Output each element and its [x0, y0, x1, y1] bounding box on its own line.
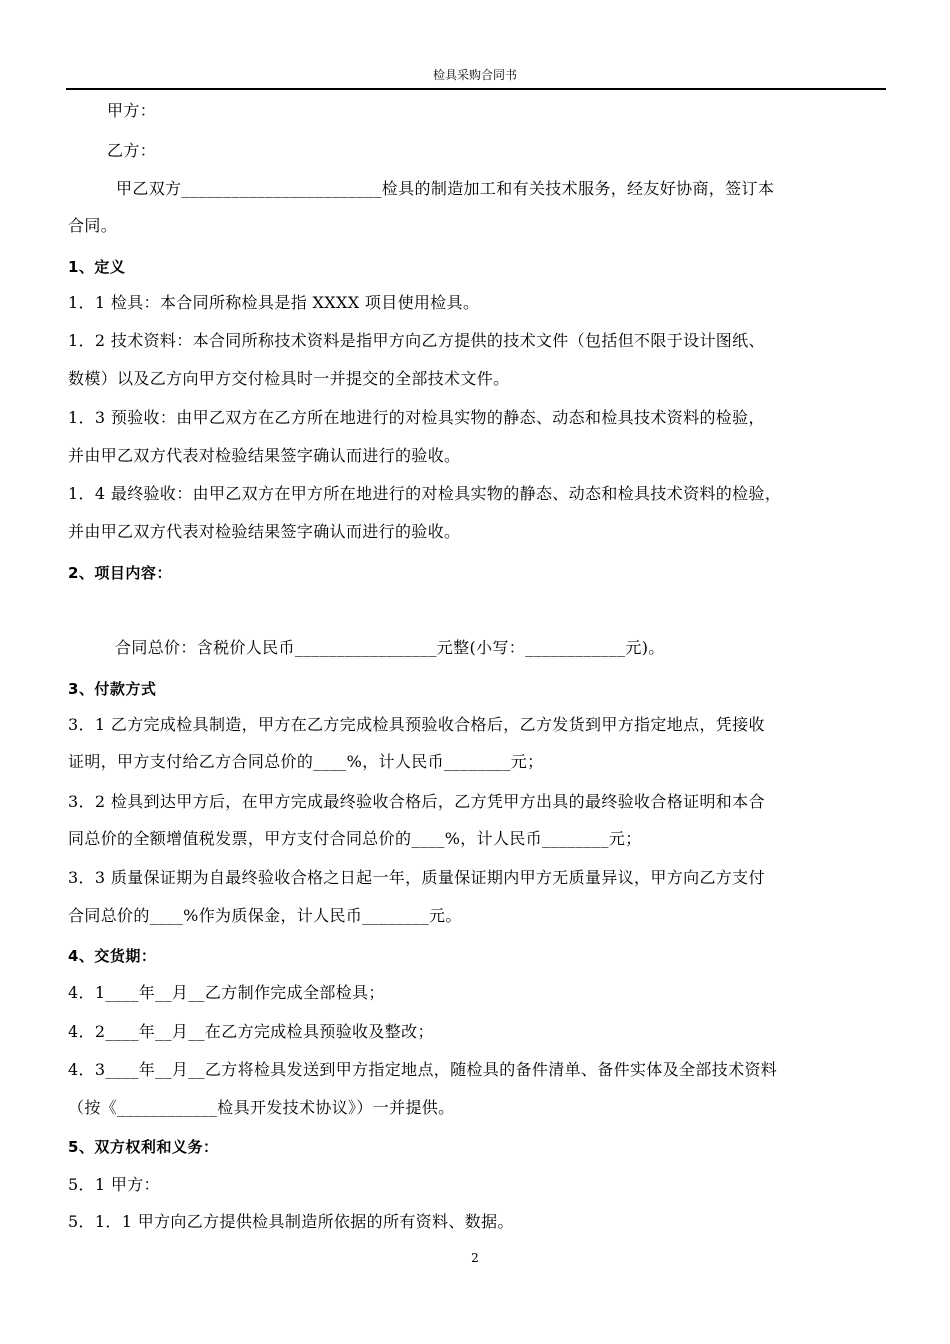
clause-1-4-line-1: 1．4 最终验收：由甲乙双方在甲方所在地进行的对检具实物的静态、动态和检具技术资料的检验，	[68, 484, 782, 503]
clause-1-3-line-2: 并由甲乙双方代表对检验结果签字确认而进行的验收。	[68, 446, 461, 465]
section-heading-payment: 3、付款方式	[68, 680, 157, 698]
clause-4-3-line-1: 4．3____年__月__乙方将检具发送到甲方指定地点，随检具的备件清单、备件实体及全部技术资料	[68, 1060, 778, 1079]
clause-1-4-line-2: 并由甲乙双方代表对检验结果签字确认而进行的验收。	[68, 522, 461, 541]
contract-total-price-line: 合同总价：含税价人民币_________________元整(小写：____________元)。	[115, 638, 665, 657]
clause-3-2-line-1: 3．2 检具到达甲方后，在甲方完成最终验收合格后，乙方凭甲方出具的最终验收合格证明和本合	[68, 792, 765, 811]
clause-3-1-line-2: 证明，甲方支付给乙方合同总价的____%，计人民币________元；	[68, 752, 544, 771]
document-header-title: 检具采购合同书	[432, 68, 517, 82]
clause-5-1: 5．1 甲方：	[68, 1175, 160, 1194]
clause-4-2: 4．2____年__月__在乙方完成检具预验收及整改；	[68, 1022, 434, 1041]
section-heading-delivery: 4、交货期：	[68, 947, 157, 965]
clause-3-3-line-1: 3．3 质量保证期为自最终验收合格之日起一年，质量保证期内甲方无质量异议，甲方向乙方支付	[68, 868, 765, 887]
section-heading-definitions: 1、定义	[68, 258, 126, 276]
clause-1-2-line-2: 数模）以及乙方向甲方交付检具时一并提交的全部技术文件。	[68, 369, 510, 388]
clause-1-2-line-1: 1．2 技术资料：本合同所称技术资料是指甲方向乙方提供的技术文件（包括但不限于设计图纸、	[68, 331, 765, 350]
clause-3-1-line-1: 3．1 乙方完成检具制造，甲方在乙方完成检具预验收合格后，乙方发货到甲方指定地点，凭接收	[68, 715, 765, 734]
header-divider	[66, 88, 886, 90]
section-heading-project-content: 2、项目内容：	[68, 564, 172, 582]
clause-5-1-1: 5．1．1 甲方向乙方提供检具制造所依据的所有资料、数据。	[68, 1212, 514, 1231]
preamble-line-2: 合同。	[68, 216, 118, 235]
clause-3-2-line-2: 同总价的全额增值税发票，甲方支付合同总价的____%，计人民币________元；	[68, 829, 642, 848]
party-b-line: 乙方：	[107, 141, 157, 160]
section-heading-rights-obligations: 5、双方权利和义务：	[68, 1138, 219, 1156]
clause-4-3-line-2: （按《____________检具开发技术协议》）一并提供。	[68, 1098, 455, 1117]
preamble-line-1: 甲乙双方________________________检具的制造加工和有关技术服务，经友好协商，签订本	[116, 179, 775, 198]
clause-1-1: 1．1 检具：本合同所称检具是指 XXXX 项目使用检具。	[68, 293, 480, 312]
page-number: 2	[471, 1251, 479, 1265]
clause-1-3-line-1: 1．3 预验收：由甲乙双方在乙方所在地进行的对检具实物的静态、动态和检具技术资料的检验，	[68, 408, 765, 427]
party-a-line: 甲方：	[107, 101, 157, 120]
clause-3-3-line-2: 合同总价的____%作为质保金，计人民币________元。	[68, 906, 462, 925]
clause-4-1: 4．1____年__月__乙方制作完成全部检具；	[68, 983, 385, 1002]
